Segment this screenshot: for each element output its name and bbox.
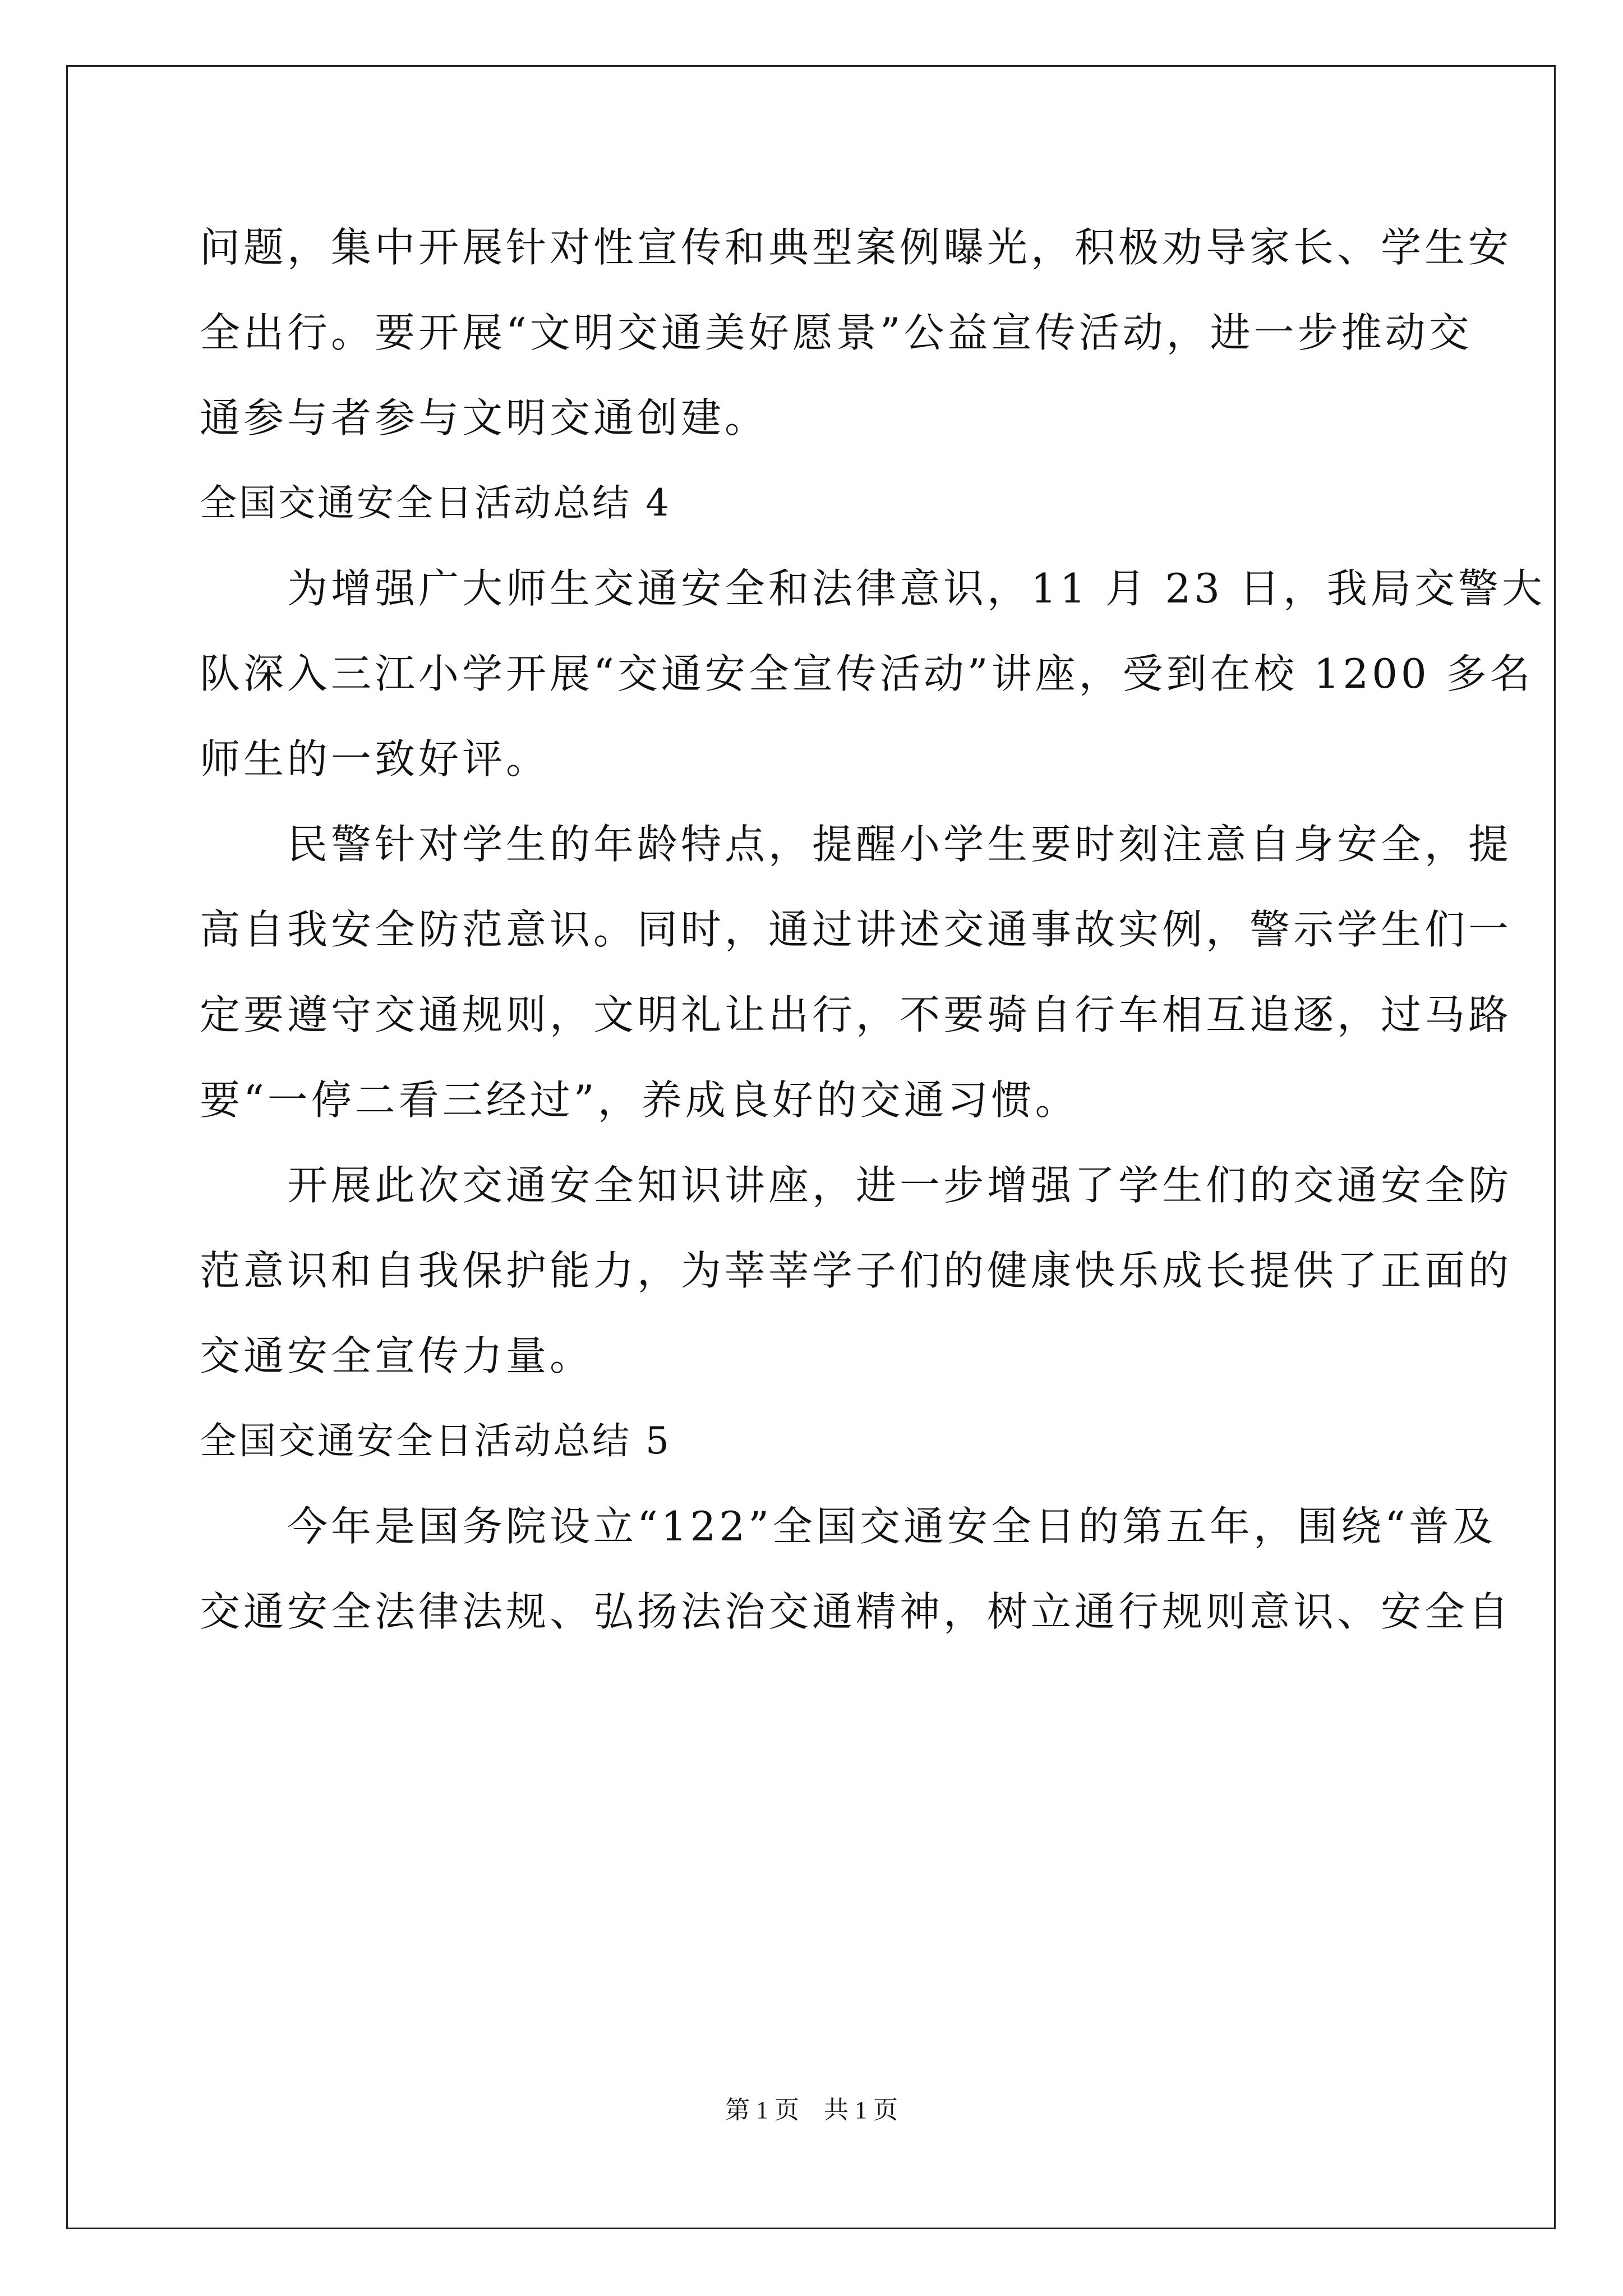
paragraph-line: 师生的一致好评。: [200, 735, 550, 783]
paragraph-line: 范意识和自我保护能力，为莘莘学子们的健康快乐成长提供了正面的: [200, 1247, 1513, 1294]
paragraph-line: 今年是国务院设立“122”全国交通安全日的第五年，围绕“普及: [200, 1503, 1496, 1550]
paragraph-line: 定要遵守交通规则，文明礼让出行，不要骑自行车相互追逐，过马路: [200, 991, 1513, 1038]
paragraph-line: 高自我安全防范意识。同时，通过讲述交通事故实例，警示学生们一: [200, 906, 1513, 953]
section-heading-5: 全国交通安全日活动总结 5: [200, 1419, 671, 1462]
paragraph-line: 交通安全宣传力量。: [200, 1332, 594, 1379]
paragraph-line: 开展此次交通安全知识讲座，进一步增强了学生们的交通安全防: [200, 1162, 1513, 1209]
document-body: [200, 205, 1546, 1654]
paragraph-line: 队深入三江小学开展“交通安全宣传活动”讲座，受到在校 1200 多名: [200, 650, 1534, 697]
paragraph-line: 交通安全法律法规、弘扬法治交通精神，树立通行规则意识、安全自: [200, 1588, 1513, 1635]
paragraph-line: 为增强广大师生交通安全和法律意识，11 月 23 日，我局交警大: [200, 565, 1546, 612]
paragraph-line: 通参与者参与文明交通创建。: [200, 394, 769, 441]
page-footer: 第 1 页 共 1 页: [725, 2096, 898, 2124]
paragraph-line: 民警针对学生的年龄特点，提醒小学生要时刻注意自身安全，提: [200, 821, 1513, 868]
section-heading-4: 全国交通安全日活动总结 4: [200, 481, 671, 524]
paragraph-line: 全出行。要开展“文明交通美好愿景”公益宣传活动，进一步推动交: [200, 309, 1473, 356]
paragraph-line: 问题，集中开展针对性宣传和典型案例曝光，积极劝导家长、学生安: [200, 224, 1513, 271]
paragraph-line: 要“一停二看三经过”，养成良好的交通习惯。: [200, 1076, 1079, 1124]
